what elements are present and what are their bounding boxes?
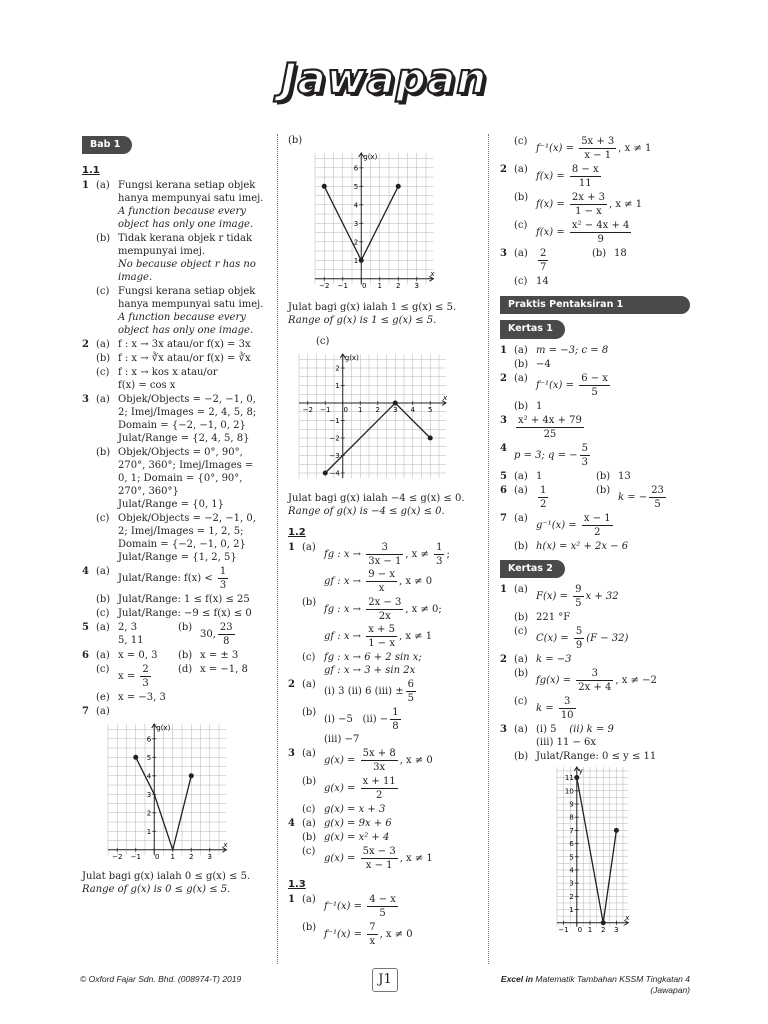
- column-divider: [488, 134, 489, 964]
- answer-part: [82, 691, 266, 704]
- answer-part: (b) f(x) = $\frac{2x + 3}{1 - x}$ , x ≠ 1: [514, 192, 643, 217]
- question-number: 1: [288, 894, 295, 905]
- x-tick-label: −2: [318, 281, 329, 290]
- y-tick-label: 1: [353, 256, 358, 265]
- answer-part: [288, 803, 473, 816]
- page-number: J1: [372, 968, 398, 992]
- part-label: (a): [96, 706, 110, 718]
- y-tick-label: 9: [569, 800, 574, 809]
- x-axis-label: x: [429, 269, 435, 278]
- range-note: Julat bagi g(x) ialah 0 ≤ g(x) ≤ 5. Range of g(x) is 0 ≤ g(x) ≤ 5.: [82, 871, 251, 896]
- question-number: 1: [82, 180, 89, 192]
- data-point: [614, 828, 619, 833]
- y-tick-label: 4: [146, 772, 152, 781]
- x-axis-label: x: [625, 913, 630, 922]
- answer-line: fg : x → $\frac{3}{3x - 1}$ , x ≠ $\frac{1}{3}$ ;: [324, 542, 450, 567]
- fraction: $\frac{2}{7}$: [540, 248, 547, 273]
- answer-part: [288, 596, 473, 650]
- question-1: [82, 179, 266, 231]
- y-tick-label: 3: [146, 791, 152, 800]
- data-point: [321, 184, 326, 189]
- column-1: [82, 134, 266, 904]
- part-label: (b): [302, 832, 317, 843]
- part-label: (a): [96, 180, 110, 192]
- section-heading: 1.2: [288, 527, 306, 538]
- part-label: (b): [178, 622, 193, 634]
- x-tick-label: −1: [130, 853, 141, 862]
- question-number: 3: [288, 748, 295, 759]
- x-tick-label: 0: [155, 853, 160, 862]
- section-heading: 1.3: [288, 879, 306, 890]
- fraction: $\frac{5x - 3}{x - 1}$: [362, 846, 396, 871]
- y-axis-label: y: [578, 767, 583, 776]
- y-axis-label: g(x): [156, 724, 171, 733]
- y-tick-label: 5: [569, 853, 574, 862]
- answer-text: Fungsi kerana setiap objek hanya mempunyai satu imej.: [118, 180, 264, 205]
- answer-translation: A function because every object has only one image.: [118, 206, 254, 231]
- y-tick-label: 2: [334, 364, 340, 373]
- answer-text: Julat/Range: −9 ≤ f(x) ≤ 0: [118, 608, 252, 620]
- column-2: [288, 134, 473, 949]
- y-tick-label: −2: [328, 434, 340, 443]
- part-label: (b): [288, 135, 303, 146]
- part-label: (c): [96, 608, 110, 620]
- answer-text: (i) −5: [324, 714, 353, 725]
- answer-part: (b) 221 °F: [514, 612, 571, 624]
- answer-part: [82, 512, 266, 564]
- answer-text: Tidak kerana objek r tidak mempunyai imej.: [118, 233, 253, 258]
- part-label: (a): [514, 164, 528, 175]
- answer-text: Julat/Range: 1 ≤ f(x) ≤ 25: [118, 594, 250, 606]
- answer-part: (b) g(x) = $\frac{x + 11}{2}$: [302, 776, 396, 801]
- answer-part: (c) C(x) = $\frac{5}{9}$ (F − 32): [514, 626, 629, 652]
- question-3: 3 $\frac{\text{x² + 4x + 79}}{25}$: [500, 414, 582, 440]
- x-axis-label: x: [442, 394, 447, 402]
- answer-part: [288, 706, 473, 746]
- answer-translation: No because object r has no image.: [118, 259, 256, 284]
- question-3: 3 (a) g(x) = $\frac{5x + 8}{3x}$ , x ≠ 0: [288, 748, 433, 773]
- part-label: (a): [302, 679, 316, 690]
- answer-part: [82, 352, 266, 365]
- x-tick-label: 0: [343, 406, 348, 414]
- x-tick-label: 1: [170, 853, 175, 862]
- y-tick-label: 10: [564, 787, 574, 796]
- answer-text: 30,: [200, 629, 216, 641]
- question-3: 3 (a) (i) 5 (ii) k = 9 (iii) 11 − 6x: [500, 724, 614, 749]
- question-7: [82, 705, 266, 718]
- question-2: 2 (a) k = −3: [500, 654, 572, 666]
- y-tick-label: 2: [569, 892, 574, 901]
- x-tick-label: −1: [337, 281, 348, 290]
- data-point: [358, 258, 363, 263]
- part-label: (c): [302, 846, 316, 857]
- part-label: (b): [514, 192, 529, 203]
- answer-text: Julat/Range = {1, 2, 5}: [118, 552, 237, 564]
- question-number: 4: [82, 566, 89, 578]
- question-1: [288, 541, 473, 595]
- x-tick-label: 1: [377, 281, 382, 290]
- answer-text: (iii) −7: [324, 734, 360, 745]
- answer-part: (b) −4: [514, 358, 551, 370]
- question-3: [500, 247, 690, 274]
- part-label: (e): [96, 692, 110, 704]
- y-tick-label: −1: [328, 417, 340, 425]
- fraction: $\frac{\text{x² − 4x + 4}}{9}$: [571, 220, 630, 245]
- answer-text: f : x → ∛x atau/or f(x) = ∛x: [118, 353, 251, 365]
- graph-q7c: [295, 350, 467, 490]
- question-number: 6: [82, 650, 89, 662]
- column-divider: [277, 134, 278, 964]
- fraction: $\frac{2x + 3}{1 - x}$: [571, 192, 605, 217]
- y-tick-label: 4: [569, 866, 574, 875]
- fraction: $\frac{5x + 8}{3x}$: [362, 748, 396, 773]
- fraction: $\frac{23}{8}$: [219, 622, 233, 648]
- fraction: $\frac{4 - x}{5}$: [369, 894, 396, 919]
- x-tick-label: 0: [361, 281, 366, 290]
- question-number: 4: [288, 818, 295, 829]
- part-label: (c): [96, 286, 110, 298]
- data-point: [392, 401, 397, 406]
- answer-text: f : x → 3x atau/or f(x) = 3x: [118, 339, 251, 351]
- answer-text: 18: [614, 248, 627, 259]
- answer-part: [82, 607, 266, 620]
- question-number: 2: [500, 164, 507, 175]
- answer-text: 5, 11: [118, 635, 144, 647]
- question-2: [82, 338, 266, 351]
- part-label: (b): [302, 707, 317, 718]
- y-tick-label: −3: [328, 452, 340, 460]
- fraction: $\frac{6}{5}$: [407, 679, 414, 704]
- answer-text: x = 0, 3: [118, 650, 158, 662]
- y-tick-label: 2: [146, 809, 152, 818]
- chapter-label: Bab 1: [82, 136, 132, 154]
- part-label: (a): [302, 542, 316, 553]
- part-label: (b): [96, 447, 111, 459]
- part-label: (a): [302, 748, 316, 759]
- y-tick-label: 11: [564, 774, 574, 783]
- part-label: (c): [514, 220, 528, 231]
- part-label: (c): [316, 336, 330, 347]
- y-axis-label: g(x): [362, 153, 377, 161]
- x-tick-label: −1: [558, 925, 569, 934]
- answer-text: 2, 3: [118, 622, 138, 634]
- answer-part: [82, 285, 266, 337]
- question-number: 5: [82, 622, 89, 634]
- question-4: 4 p = 3; q = − $\frac{5}{3}$: [500, 442, 588, 468]
- y-tick-label: 6: [146, 735, 152, 744]
- answer-part: [82, 232, 266, 284]
- answer-text: fg : x → 6 + 2 sin x;: [324, 652, 422, 663]
- y-tick-label: 4: [353, 201, 358, 210]
- answer-part: (c) f(x) = $\frac{\text{x² − 4x + 4}}{9}$: [514, 220, 630, 245]
- x-tick-label: 1: [587, 925, 593, 934]
- y-tick-label: 1: [569, 906, 574, 915]
- answer-part: (b) Julat/Range: 0 ≤ y ≤ 11: [514, 751, 657, 763]
- answer-part: (c) f⁻¹(x) = $\frac{5x + 3}{x - 1}$ , x ≠ 1: [514, 136, 652, 161]
- answer-text: Julat/Range = {0, 1}: [118, 499, 225, 511]
- question-1: 1 (a) m = −3; c = 8: [500, 344, 609, 356]
- answer-line: fg : x → $\frac{2x - 3}{2x}$ , x ≠ 0;: [324, 597, 442, 622]
- column-3: [500, 134, 690, 934]
- answer-part: [82, 593, 266, 606]
- answer-text: x = −3, 3: [118, 692, 166, 704]
- data-point: [395, 184, 400, 189]
- data-point: [322, 471, 327, 476]
- part-label: (a): [514, 248, 528, 259]
- answer-text: Fungsi kerana setiap objek hanya mempunyai satu imej.: [118, 286, 264, 311]
- question-6: [82, 649, 266, 662]
- question-2: 2 (a) f(x) = $\frac{8 - x}{11}$: [500, 164, 599, 189]
- part-label: (c): [514, 276, 528, 287]
- fraction: $\frac{5x + 3}{x - 1}$: [581, 136, 615, 161]
- answer-text: x = −1, 8: [200, 664, 248, 676]
- answer-text: Julat/Range = {2, 4, 5, 8}: [118, 433, 250, 445]
- answer-part: (c) k = $\frac{3}{10}$: [514, 696, 574, 722]
- y-tick-label: 7: [569, 826, 574, 835]
- part-label: (b): [96, 353, 111, 365]
- question-number: 2: [82, 339, 89, 351]
- data-point: [427, 436, 432, 441]
- y-axis-label: g(x): [344, 354, 359, 362]
- answer-part: [82, 446, 266, 511]
- question-number: 7: [82, 706, 89, 718]
- x-tick-label: −2: [302, 406, 313, 414]
- answer-text: x =: [118, 671, 136, 683]
- y-tick-label: 1: [146, 828, 152, 837]
- part-label: (b): [302, 922, 317, 933]
- y-tick-label: 6: [353, 164, 358, 173]
- answer-text: Objek/Objects = 0°, 90°, 270°, 360°; Imej/Images = 0, 1; Domain = {0°, 90°, 270°, 360°}: [118, 447, 254, 498]
- answer-text: Objek/Objects = −2, −1, 0, 2; Imej/Images = 2, 4, 5, 8;: [118, 394, 257, 419]
- x-tick-label: 3: [392, 406, 397, 414]
- part-label: (a): [96, 394, 110, 406]
- answer-line: gf : x → $\frac{x + 5}{1 - x}$ , x ≠ 1: [324, 624, 433, 649]
- x-tick-label: 0: [577, 925, 583, 934]
- graph-q7a: [104, 720, 244, 868]
- part-label: (b): [302, 776, 317, 787]
- part-label: (a): [302, 894, 316, 905]
- part-label: (b): [302, 597, 317, 608]
- answer-part: (b) f⁻¹(x) = $\frac{7}{x}$ , x ≠ 0: [302, 922, 413, 947]
- fraction: $\frac{8 - x}{11}$: [571, 164, 599, 189]
- answer-part: (b) 1: [514, 400, 543, 412]
- page-title: Jawapan: [280, 54, 488, 103]
- answer-text: gf : x → 3 + sin 2x: [324, 665, 416, 676]
- answer-translation: A function because every object has only one image.: [118, 312, 254, 337]
- part-label: (a): [96, 566, 110, 578]
- question-number: 2: [288, 679, 295, 690]
- fraction: $\frac{1}{3}$: [219, 566, 227, 592]
- paper-label: Kertas 1: [500, 320, 565, 338]
- x-tick-label: 3: [614, 925, 619, 934]
- x-tick-label: 5: [427, 406, 432, 414]
- part-label: (b): [96, 233, 111, 245]
- x-tick-label: −1: [319, 406, 330, 414]
- question-number: 1: [288, 542, 295, 553]
- answer-text: Julat/Range: f(x) <: [118, 573, 213, 585]
- copyright: © Oxford Fajar Sdn. Bhd. (008974-T) 2019: [80, 974, 242, 984]
- question-4: [288, 817, 473, 830]
- answer-text: (i) 3 (ii) 6 (iii) ±: [324, 686, 404, 697]
- answer-text: g(x) = x² + 4: [324, 832, 390, 843]
- part-label: (c): [514, 136, 528, 147]
- answer-text: Domain = {−2, −1, 0, 2}: [118, 420, 246, 432]
- data-point: [574, 775, 579, 780]
- x-tick-label: 2: [189, 853, 194, 862]
- range-note: Julat bagi g(x) ialah 1 ≤ g(x) ≤ 5. Range of g(x) is 1 ≤ g(x) ≤ 5.: [288, 302, 457, 326]
- y-tick-label: 3: [569, 879, 574, 888]
- answer-part: [288, 831, 473, 844]
- answer-text: 14: [536, 276, 549, 287]
- question-1: 1 (a) F(x) = $\frac{9}{5}$ x + 32: [500, 584, 619, 610]
- question-5: 5 (a) 1 (b) 13: [500, 470, 631, 482]
- part-label: (a): [96, 339, 110, 351]
- y-tick-label: 1: [334, 382, 340, 390]
- part-label: (a): [96, 622, 110, 634]
- fraction: $\frac{7}{x}$: [369, 922, 376, 947]
- graph-kertas2-q3b: [553, 765, 637, 934]
- answer-part: [500, 275, 690, 288]
- x-tick-label: −2: [112, 853, 123, 862]
- answer-text: f : x → kos x atau/or: [118, 367, 218, 379]
- part-label: (c): [96, 513, 110, 525]
- paper-label: Kertas 2: [500, 560, 565, 578]
- section-banner: Praktis Pentaksiran 1: [500, 296, 690, 314]
- part-label: (c): [96, 664, 110, 676]
- question-2: 2 (a) f⁻¹(x) = $\frac{6 - x}{5}$: [500, 372, 608, 398]
- y-tick-label: 5: [353, 182, 358, 191]
- x-axis-label: x: [223, 841, 228, 850]
- part-label: (b): [592, 248, 607, 259]
- x-tick-label: 2: [600, 925, 606, 934]
- y-tick-label: 6: [569, 840, 574, 849]
- x-tick-label: 3: [207, 853, 212, 862]
- x-tick-label: 3: [414, 281, 419, 290]
- question-number: 3: [500, 248, 507, 259]
- answer-line: gf : x → $\frac{9 - x}{x}$ , x ≠ 0: [324, 569, 433, 594]
- x-tick-label: 2: [375, 406, 380, 414]
- x-tick-label: 2: [395, 281, 400, 290]
- question-2: [288, 678, 473, 705]
- answer-part: (b) h(x) = x² + 2x − 6: [514, 540, 629, 552]
- part-label: (a): [302, 818, 316, 829]
- part-label: (c): [302, 652, 316, 663]
- data-point: [133, 755, 138, 760]
- question-4: [82, 565, 266, 592]
- fraction: $\frac{1}{8}$: [392, 707, 399, 732]
- part-label: (d): [178, 664, 193, 676]
- y-tick-label: 8: [569, 813, 574, 822]
- answer-part: [82, 663, 266, 690]
- y-tick-label: 2: [353, 238, 358, 247]
- section-heading: 1.1: [82, 165, 100, 177]
- answer-text: (ii) −: [362, 714, 389, 725]
- question-1: 1 (a) f⁻¹(x) = $\frac{4 - x}{5}$: [288, 894, 396, 919]
- question-number: 3: [82, 394, 89, 406]
- part-label: (a): [96, 650, 110, 662]
- question-5: [82, 621, 266, 648]
- question-7: 7 (a) g⁻¹(x) = $\frac{x - 1}{2}$: [500, 512, 611, 538]
- x-tick-label: 1: [357, 406, 362, 414]
- range-note: Julat bagi g(x) ialah −4 ≤ g(x) ≤ 0. Range of g(x) is −4 ≤ g(x) ≤ 0.: [288, 493, 465, 517]
- answer-part: [288, 651, 473, 677]
- question-3: [82, 393, 266, 445]
- answer-text: x = ± 3: [200, 650, 239, 662]
- x-tick-label: 4: [410, 406, 415, 414]
- graph-q7b: [311, 149, 451, 299]
- y-tick-label: −4: [328, 469, 340, 478]
- data-point: [189, 774, 194, 779]
- answer-part: (b) fg(x) = $\frac{3}{2x + 4}$ , x ≠ −2: [514, 668, 657, 694]
- part-label: (c): [302, 804, 316, 815]
- part-label: (c): [96, 367, 110, 379]
- part-label: (b): [178, 650, 193, 662]
- y-tick-label: 5: [146, 754, 152, 763]
- answer-text: f(x) = cos x: [118, 380, 176, 392]
- part-label: (b): [96, 594, 111, 606]
- answer-text: Objek/Objects = −2, −1, 0, 2; Imej/Images = 1, 2, 5; Domain = {−2, −1, 0, 2}: [118, 513, 256, 551]
- fraction: $\frac{x + 11}{2}$: [362, 776, 396, 801]
- data-point: [601, 920, 606, 925]
- answer-part: [82, 366, 266, 392]
- question-6: 6 (a) $\frac{1}{2}$ (b) k = − $\frac{23}{5}$: [500, 484, 664, 510]
- fraction: $\frac{2}{3}$: [142, 664, 149, 690]
- answer-text: g(x) = x + 3: [324, 804, 386, 815]
- y-tick-label: 3: [353, 219, 358, 228]
- answer-part: (c) g(x) = $\frac{5x - 3}{x - 1}$ , x ≠ 1: [302, 846, 433, 871]
- answer-text: g(x) = 9x + 6: [324, 818, 392, 829]
- book-title: Excel in Matematik Tambahan KSSM Tingkatan 4 (Jawapan): [500, 974, 690, 996]
